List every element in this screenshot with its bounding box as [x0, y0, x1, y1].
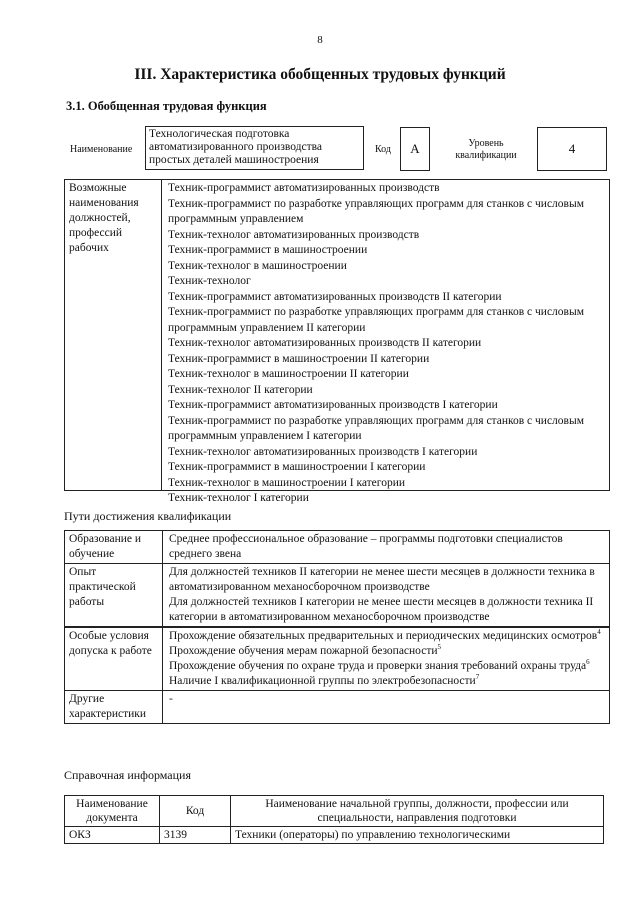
position-item: Техник-программист в машиностроении I категории: [168, 461, 426, 473]
table-cell: 3139: [160, 827, 231, 844]
reference-info-title: Справочная информация: [64, 768, 191, 782]
column-header: Наименование начальной группы, должности, профессии или специальности, направления подготовки: [231, 796, 604, 827]
table-row: [65, 691, 610, 724]
position-item: Техник-технолог в машиностроении: [168, 259, 347, 272]
table-header-row: [65, 796, 604, 827]
column-header: Код: [160, 796, 231, 827]
position-item: Техник-технолог автоматизированных производств I категории: [168, 445, 478, 458]
table-row: [65, 827, 604, 844]
position-item: Техник-программист по разработке управляющих программ для станков с числовым программным управлением I категории: [168, 414, 584, 442]
condition-text: Прохождение обучения мерам пожарной безопасности: [169, 645, 438, 657]
function-name-line: автоматизированного производства: [149, 141, 323, 153]
positions-label-line: профессий: [69, 227, 123, 239]
footnote-ref: 6: [586, 658, 590, 667]
level-label-line: квалификации: [455, 150, 517, 161]
position-item: Техник-технолог автоматизированных производств: [168, 228, 420, 241]
position-item: Техник-программист по разработке управляющих программ для станков с числовым программным управлением: [168, 197, 584, 225]
reference-table: [64, 795, 604, 844]
other-label: Другие характеристики: [65, 691, 163, 724]
footnote-ref: 5: [437, 643, 442, 652]
positions-label-line: рабочих: [69, 242, 109, 254]
experience-value: [163, 564, 610, 627]
conditions-label: Особые условия допуска к работе: [65, 628, 163, 691]
section-title: III. Характеристика обобщенных трудовых функций: [134, 66, 506, 83]
function-name-line: простых деталей машиностроения: [149, 154, 319, 166]
table-row: [65, 564, 610, 627]
level-label-line: Уровень: [468, 138, 504, 149]
table-row: [65, 531, 610, 564]
position-item: Техник-технолог в машиностроении II категории: [168, 368, 409, 380]
position-item: Техник-программист в машиностроении II категории: [168, 352, 430, 365]
positions-label-line: наименования: [69, 197, 139, 209]
position-item: Техник-программист в машиностроении: [168, 244, 368, 256]
position-item: Техник-программист автоматизированных производств II категории: [168, 290, 502, 303]
page-number: 8: [317, 34, 323, 46]
other-value: -: [163, 691, 610, 724]
conditions-table: [64, 627, 610, 724]
experience-label: Опыт практической работы: [65, 564, 163, 627]
positions-label-line: Возможные: [69, 182, 127, 194]
qualification-ways-title: Пути достижения квалификации: [64, 509, 232, 523]
function-name-line: Технологическая подготовка: [149, 128, 290, 140]
position-item: Техник-технолог в машиностроении I категории: [168, 476, 406, 489]
position-item: Техник-программист автоматизированных производств I категории: [168, 399, 498, 411]
code-label: Код: [375, 144, 391, 155]
education-value: Среднее профессиональное образование – программы подготовки специалистов среднего звена: [163, 531, 610, 564]
level-value: 4: [537, 127, 607, 171]
position-item: Техник-технолог: [168, 275, 251, 287]
experience-line: Для должностей техников I категории не менее шести месяцев в должности техника II категории в автоматизированном механосборочном производстве: [169, 596, 594, 623]
position-item: Техник-технолог II категории: [168, 383, 313, 396]
table-row: [65, 628, 610, 691]
education-label: Образование и обучение: [65, 531, 163, 564]
positions-table: [64, 179, 610, 504]
subsection-title: 3.1. Обобщенная трудовая функция: [66, 99, 267, 113]
position-item: Техник-технолог автоматизированных производств II категории: [168, 337, 482, 349]
position-item: Техник-программист автоматизированных производств: [168, 182, 440, 194]
code-value: A: [400, 127, 430, 171]
column-header: Наименование документа: [65, 796, 160, 827]
condition-item: [169, 674, 605, 689]
table-cell: ОКЗ: [65, 827, 160, 844]
condition-text: Прохождение обучения по охране труда и проверки знания требований охраны труда: [169, 660, 587, 672]
table-cell: Техники (операторы) по управлению технологическими: [231, 827, 604, 844]
name-label: Наименование: [70, 144, 133, 155]
footnote-ref: 4: [597, 628, 601, 637]
condition-text: Наличие I квалификационной группы по электробезопасности: [169, 675, 476, 687]
function-name-box: [145, 126, 364, 170]
positions-list: [162, 181, 609, 507]
condition-item: [169, 629, 605, 644]
position-item: Техник-технолог I категории: [168, 492, 309, 504]
experience-line: Для должностей техников II категории не менее шести месяцев в должности техника в автоматизированном механосборочном производстве: [169, 566, 595, 593]
condition-text: Прохождение обязательных предварительных и периодических медицинских осмотров: [169, 630, 598, 642]
condition-item: [169, 659, 605, 674]
footnote-ref: 7: [475, 673, 480, 682]
level-label: [446, 138, 526, 162]
positions-label: [65, 180, 162, 490]
education-table: [64, 530, 610, 627]
position-item: Техник-программист по разработке управляющих программ для станков с числовым программным управлением II категории: [168, 306, 584, 334]
conditions-value: [163, 628, 610, 691]
condition-item: [169, 644, 605, 659]
positions-label-line: должностей,: [69, 212, 131, 224]
